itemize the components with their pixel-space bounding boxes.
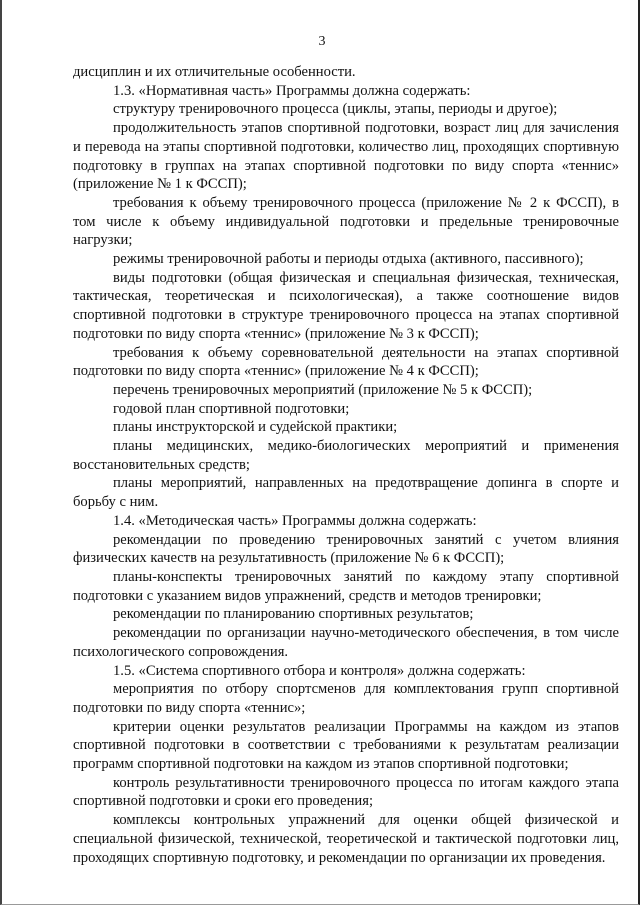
list-item: требования к объему соревновательной деятельности на этапах спортивной подготовки по виду спорта «теннис» (приложение № 4 к ФССП); (73, 344, 619, 380)
list-item: планы инструкторской и судейской практики; (113, 419, 398, 436)
section-heading-1-3: 1.3. «Нормативная часть» Программы должна содержать: (113, 82, 471, 99)
list-item: структуру тренировочного процесса (циклы, этапы, периоды и другое); (113, 101, 558, 118)
list-item: режимы тренировочной работы и периоды отдыха (активного, пассивного); (113, 251, 584, 268)
section-heading-1-4: 1.4. «Методическая часть» Программы должна содержать: (113, 512, 477, 529)
list-item: перечень тренировочных мероприятий (приложение № 5 к ФССП); (113, 381, 533, 398)
list-item: контроль результативности тренировочного процесса по итогам каждого этапа спортивной подготовки и сроки его проведения; (73, 774, 619, 810)
page-number: 3 (318, 34, 326, 49)
list-item: критерии оценки результатов реализации Программы на каждом из этапов спортивной подготовки в соответствии с требованиями к результатам реализации программ спортивной подготовки на каждом из этапов спортивной подготовки; (73, 718, 619, 773)
section-heading-1-5: 1.5. «Система спортивного отбора и контроля» должна содержать: (113, 662, 526, 679)
paragraph-continuation: дисциплин и их отличительные особенности. (73, 64, 356, 80)
list-item: планы мероприятий, направленных на предотвращение допинга в спорте и борьбу с ним. (73, 475, 619, 511)
list-item: комплексы контрольных упражнений для оценки общей физической и специальной физической, технической, теоретической и тактической подготовки лиц, проходящих спортивную подготовку, и рекомендации по организации их проведения. (73, 812, 619, 866)
list-item: планы медицинских, медико-биологических мероприятий и применения восстановительных средств; (73, 438, 619, 473)
list-item: рекомендации по организации научно-методического обеспечения, в том числе психологического сопровождения. (73, 625, 619, 660)
list-item: планы-конспекты тренировочных занятий по каждому этапу спортивной подготовки с указанием видов упражнений, средств и методов тренировки; (73, 568, 619, 604)
list-item: годовой план спортивной подготовки; (113, 400, 350, 417)
list-item: виды подготовки (общая физическая и специальная физическая, техническая, тактическая, теоретическая и психологическая), а также соотношение видов спортивной подготовки в структуре тренировочного процесса на этапах спортивной подготовки по виду спорта «теннис» (приложение № 3 к ФССП); (73, 269, 619, 342)
list-item: рекомендации по планированию спортивных результатов; (113, 606, 474, 623)
document-body (73, 63, 619, 867)
list-item: продолжительность этапов спортивной подготовки, возраст лиц для зачисления и перевода на этапы спортивной подготовки, количество лиц, проходящих спортивную подготовку в группах на этапах спортивной подготовки по виду спорта «теннис» (приложение № 1 к ФССП); (73, 120, 619, 193)
list-item: мероприятия по отбору спортсменов для комплектования групп спортивной подготовки по виду спорта «теннис»; (73, 681, 619, 716)
list-item: рекомендации по проведению тренировочных занятий с учетом влияния физических качеств на результативность (приложение № 6 к ФССП); (73, 531, 619, 567)
list-item: требования к объему тренировочного процесса (приложение № 2 к ФССП), в том числе к объему индивидуальной подготовки и предельные тренировочные нагрузки; (73, 194, 619, 249)
